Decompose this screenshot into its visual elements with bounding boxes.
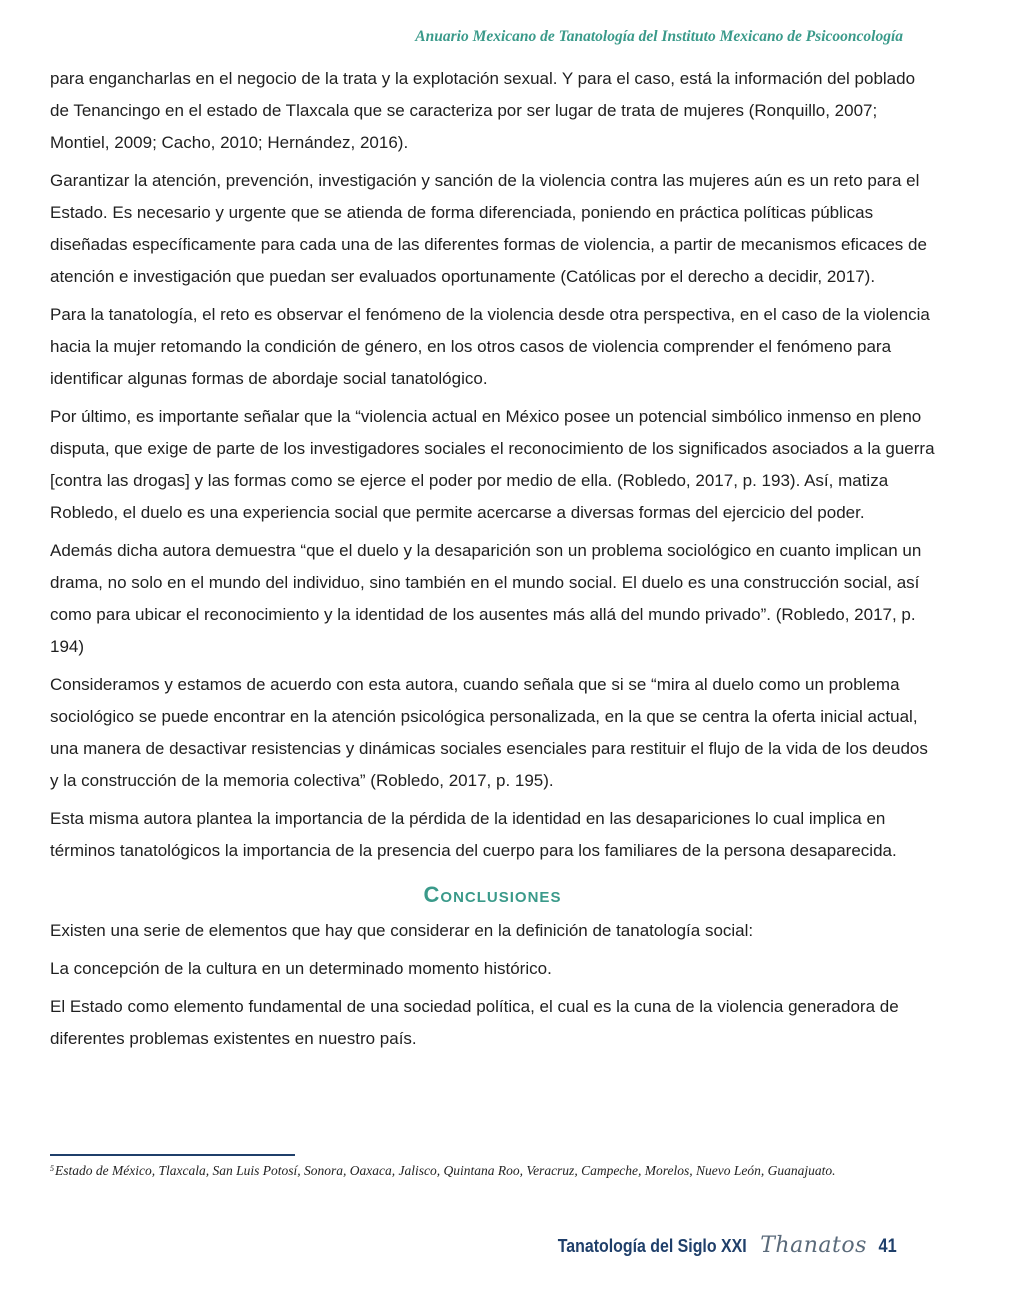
conclusion-paragraph: El Estado como elemento fundamental de una sociedad política, el cual es la cuna de la violencia generadora de diferentes problemas existentes en nuestro país. [50, 997, 899, 1048]
footnote-text: Estado de México, Tlaxcala, San Luis Potosí, Sonora, Oaxaca, Jalisco, Quintana Roo, Veracruz, Campeche, Morelos, Nuevo León, Guanajuato. [55, 1163, 836, 1178]
page-footer [527, 1233, 898, 1258]
footnote-marker: 5 [50, 1164, 54, 1173]
footnote [50, 1163, 950, 1179]
paragraph: Para la tanatología, el reto es observar el fenómeno de la violencia desde otra perspectiva, en el caso de la violencia hacia la mujer retomando la condición de género, en los otros casos de violencia comprender el fenómeno para identificar algunas formas de abordaje social tanatológico. [50, 305, 930, 388]
section-heading-conclusions: Conclusiones [423, 882, 562, 907]
footnote-divider [50, 1154, 295, 1156]
paragraph: Consideramos y estamos de acuerdo con esta autora, cuando señala que si se “mira al duelo como un problema sociológico se puede encontrar en la atención psicológica personalizada, en la que se centra la oferta inicial actual, una manera de desactivar resistencias y dinámicas sociales esenciales para restituir el flujo de la vida de los deudos y la construcción de la memoria colectiva” (Robledo, 2017, p. 195). [50, 675, 928, 790]
paragraph: Por último, es importante señalar que la “violencia actual en México posee un potencial simbólico inmenso en pleno disputa, que exige de parte de los investigadores sociales el reconocimiento de los significados asociados a la guerra [contra las drogas] y las formas como se ejerce el poder por medio de ella. (Robledo, 2017, p. 193). Así, matiza Robledo, el duelo es una experiencia social que permite acercarse a diversas formas del ejercicio del poder. [50, 407, 935, 522]
conclusion-paragraph: Existen una serie de elementos que hay que considerar en la definición de tanatología social: [50, 921, 754, 940]
footer-title: Tanatología del Siglo XXI [557, 1235, 747, 1256]
body-text [50, 63, 935, 1061]
running-header: Anuario Mexicano de Tanatología del Instituto Mexicano de Psicooncología [415, 28, 903, 45]
paragraph: para engancharlas en el negocio de la trata y la explotación sexual. Y para el caso, está la información del poblado de Tenancingo en el estado de Tlaxcala que se caracteriza por ser lugar de trata de mujeres (Ronquillo, 2007; Montiel, 2009; Cacho, 2010; Hernández, 2016). [50, 69, 916, 152]
conclusion-paragraph: La concepción de la cultura en un determinado momento histórico. [50, 959, 552, 978]
paragraph: Garantizar la atención, prevención, investigación y sanción de la violencia contra las mujeres aún es un reto para el Estado. Es necesario y urgente que se atienda de forma diferenciada, poniendo en práctica políticas públicas diseñadas específicamente para cada una de las diferentes formas de violencia, a partir de mecanismos eficaces de atención e investigación que puedan ser evaluados oportunamente (Católicas por el derecho a decidir, 2017). [50, 171, 927, 286]
paragraph: Esta misma autora plantea la importancia de la pérdida de la identidad en las desapariciones lo cual implica en términos tanatológicos la importancia de la presencia del cuerpo para los familiares de la persona desaparecida. [50, 809, 897, 860]
footer-brand-logo: Thanatos [760, 1233, 867, 1258]
paragraph: Además dicha autora demuestra “que el duelo y la desaparición son un problema sociológico en cuanto implican un drama, no solo en el mundo del individuo, sino también en el mundo social. El duelo es una construcción social, así como para ubicar el reconocimiento y la identidad de los ausentes más allá del mundo privado”. (Robledo, 2017, p. 194) [50, 541, 922, 656]
page-number: 41 [878, 1236, 897, 1257]
